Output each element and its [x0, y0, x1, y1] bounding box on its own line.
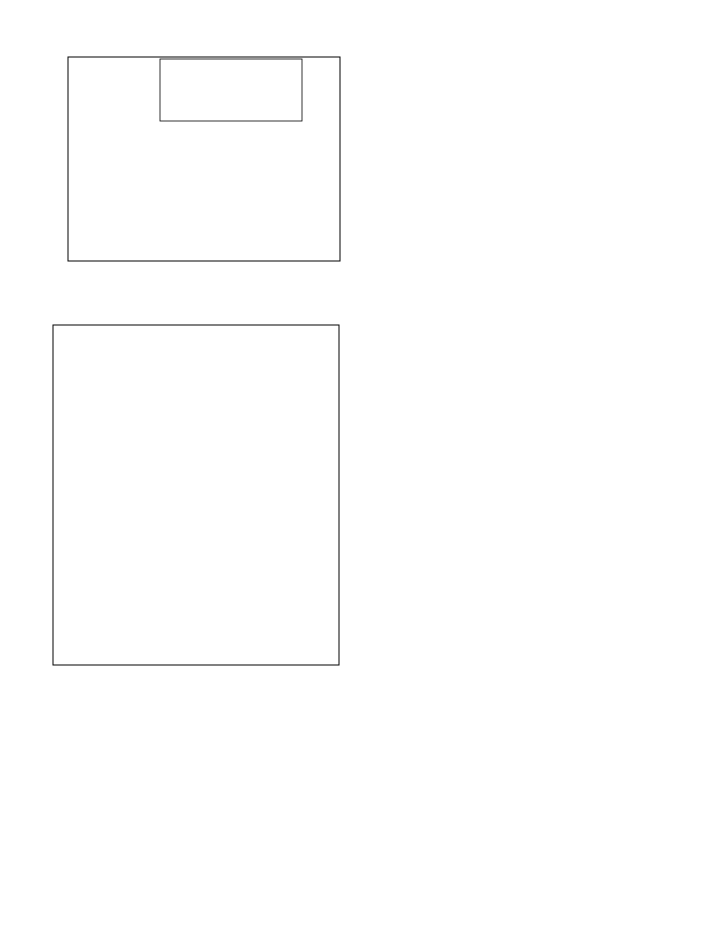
panel-b-frame [53, 325, 339, 665]
panel-a-legend [160, 59, 302, 121]
panel-b [53, 325, 339, 665]
panel-a [68, 57, 340, 261]
legend-box [160, 59, 302, 121]
